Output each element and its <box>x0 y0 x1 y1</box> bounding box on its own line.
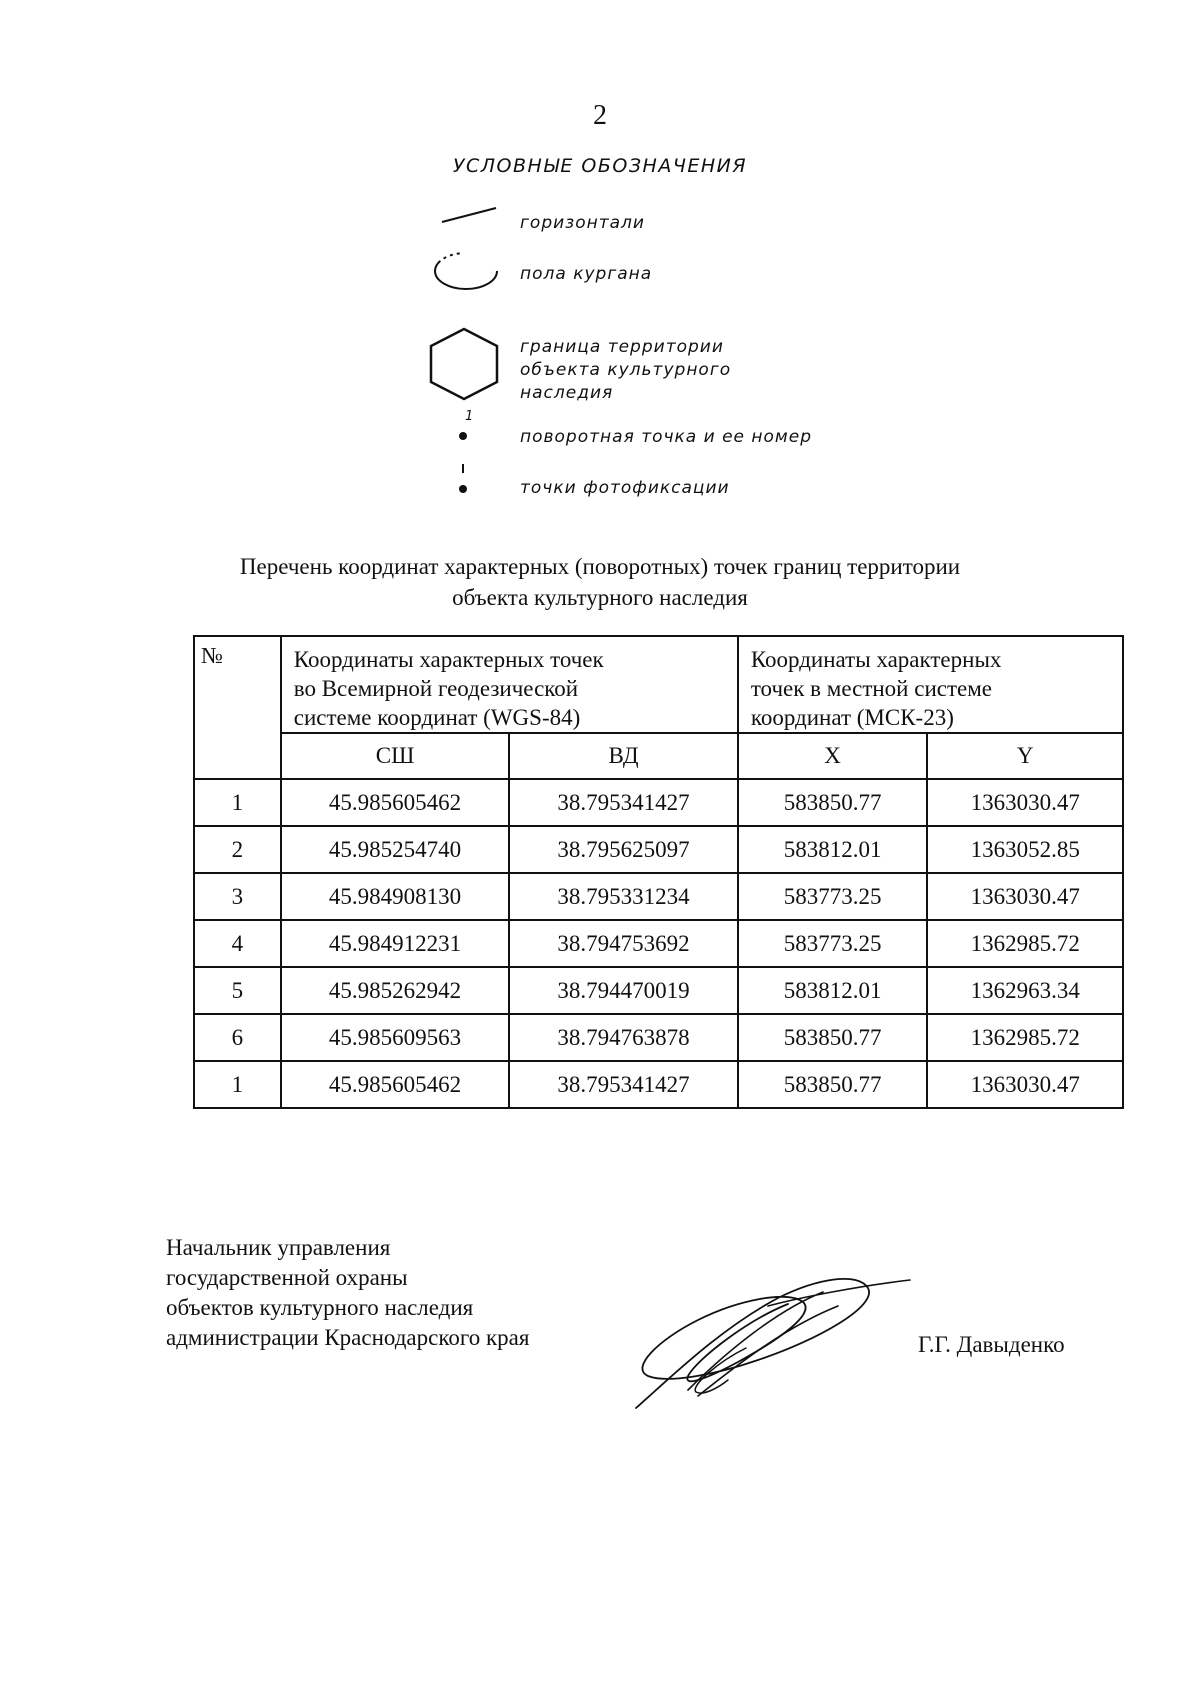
longitude-cell: 38.795341427 <box>509 1061 738 1108</box>
x-cell: 583850.77 <box>738 1061 928 1108</box>
longitude-column-header: ВД <box>509 733 738 779</box>
table-row <box>194 1014 1123 1061</box>
x-cell: 583812.01 <box>738 826 928 873</box>
y-column-header: Y <box>927 733 1123 779</box>
latitude-cell: 45.985254740 <box>281 826 510 873</box>
photo-point-icon <box>452 462 472 496</box>
legend-item-turning-point: поворотная точка и ее номер <box>520 427 812 447</box>
row-number: 3 <box>194 873 281 920</box>
x-column-header: X <box>738 733 928 779</box>
row-number: 6 <box>194 1014 281 1061</box>
x-cell: 583850.77 <box>738 779 928 826</box>
page-number: 2 <box>593 100 607 131</box>
coordinates-list-title: Перечень координат характерных (поворотных) точек границ территории объекта культурного наследия <box>239 554 961 610</box>
latitude-cell: 45.985262942 <box>281 967 510 1014</box>
y-cell: 1363030.47 <box>927 779 1123 826</box>
x-cell: 583850.77 <box>738 1014 928 1061</box>
longitude-cell: 38.794470019 <box>509 967 738 1014</box>
latitude-cell: 45.984908130 <box>281 873 510 920</box>
signer-name: Г.Г. Давыденко <box>918 1332 1065 1357</box>
y-cell: 1363052.85 <box>927 826 1123 873</box>
turning-point-icon <box>452 408 482 444</box>
table-row <box>194 920 1123 967</box>
row-number: 1 <box>194 779 281 826</box>
legend-item-contours: горизонтали <box>520 213 645 233</box>
table-row <box>194 826 1123 873</box>
legend-title: УСЛОВНЫЕ ОБОЗНАЧЕНИЯ <box>452 155 748 177</box>
longitude-cell: 38.794763878 <box>509 1014 738 1061</box>
row-number: 4 <box>194 920 281 967</box>
latitude-cell: 45.985609563 <box>281 1014 510 1061</box>
y-cell: 1363030.47 <box>927 1061 1123 1108</box>
msk-group-header: Координаты характерных точек в местной системе координат (МСК-23) <box>738 636 1123 733</box>
x-cell: 583812.01 <box>738 967 928 1014</box>
x-cell: 583773.25 <box>738 920 928 967</box>
y-cell: 1363030.47 <box>927 873 1123 920</box>
table-row <box>194 967 1123 1014</box>
longitude-cell: 38.795331234 <box>509 873 738 920</box>
num-column-header: № <box>194 636 281 779</box>
longitude-cell: 38.795341427 <box>509 779 738 826</box>
legend-item-mound: пола кургана <box>520 264 653 284</box>
table-row <box>194 779 1123 826</box>
latitude-cell: 45.984912231 <box>281 920 510 967</box>
signatory-title: Начальник управления государственной охраны объектов культурного наследия администрации Краснодарского края <box>166 1235 530 1350</box>
turning-point-marker-label: 1 <box>465 409 474 424</box>
table-row <box>194 1061 1123 1108</box>
x-cell: 583773.25 <box>738 873 928 920</box>
contour-line-icon <box>440 205 500 225</box>
row-number: 2 <box>194 826 281 873</box>
latitude-cell: 45.985605462 <box>281 779 510 826</box>
mound-ellipse-icon <box>432 250 500 292</box>
legend-item-photo-point: точки фотофиксации <box>520 478 730 498</box>
row-number: 5 <box>194 967 281 1014</box>
wgs-group-header: Координаты характерных точек во Всемирной геодезической системе координат (WGS-84) <box>281 636 738 733</box>
y-cell: 1362985.72 <box>927 1014 1123 1061</box>
handwritten-signature <box>628 1270 918 1420</box>
hexagon-boundary-icon <box>426 326 502 402</box>
table-row <box>194 873 1123 920</box>
y-cell: 1362985.72 <box>927 920 1123 967</box>
longitude-cell: 38.794753692 <box>509 920 738 967</box>
longitude-cell: 38.795625097 <box>509 826 738 873</box>
y-cell: 1362963.34 <box>927 967 1123 1014</box>
row-number: 1 <box>194 1061 281 1108</box>
latitude-cell: 45.985605462 <box>281 1061 510 1108</box>
latitude-column-header: СШ <box>281 733 510 779</box>
coordinates-table <box>193 635 1124 1109</box>
legend-item-boundary: граница территории объекта культурного наследия <box>520 337 732 403</box>
